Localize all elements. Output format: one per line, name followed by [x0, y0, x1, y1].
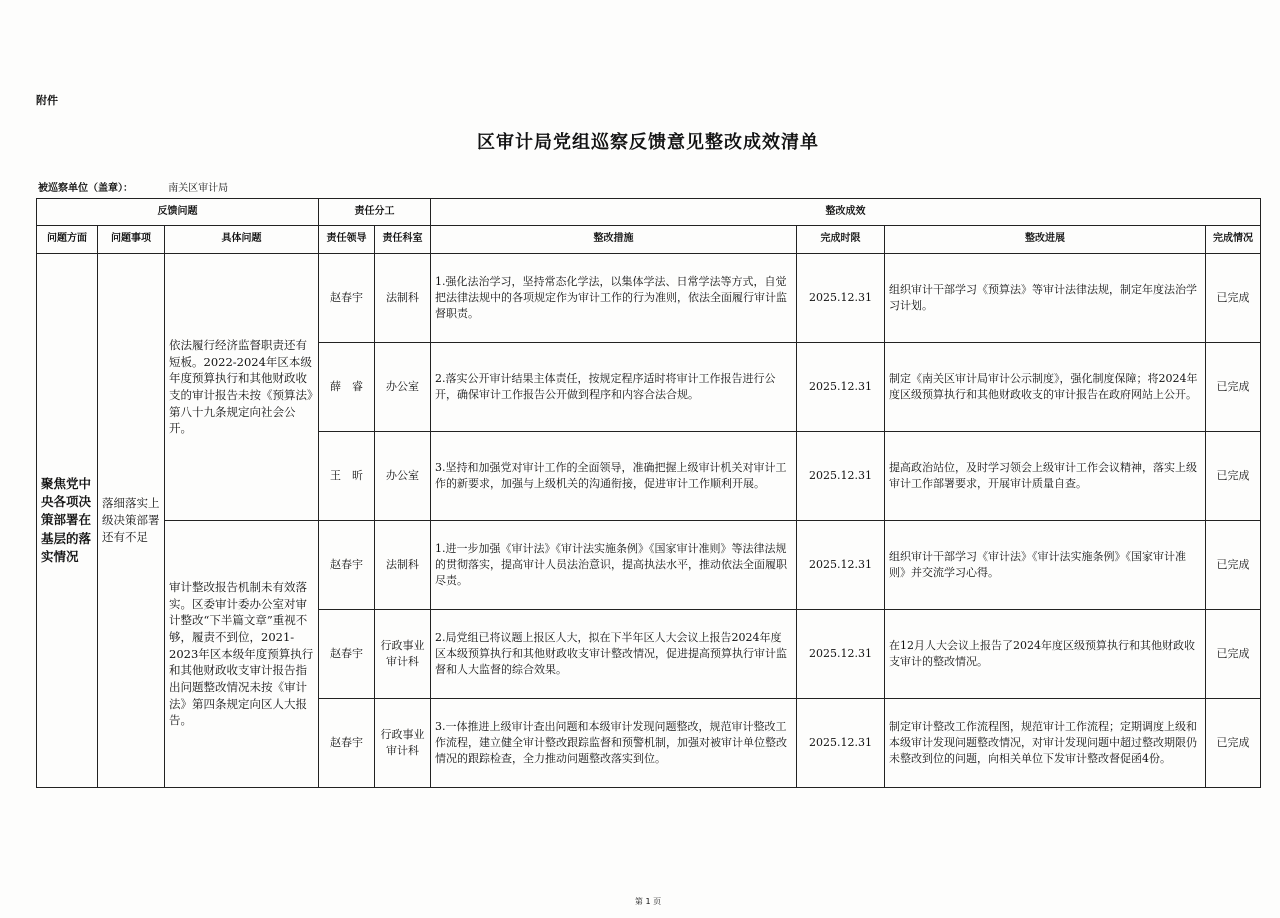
inspected-unit-label: 被巡察单位（盖章）：: [38, 183, 133, 194]
leader-cell: 赵春宇: [319, 699, 375, 788]
progress-cell: 制定审计整改工作流程图，规范审计工作流程；定期调度上级和本级审计发现问题整改情况，对审计发现问题中超过整改期限仍未整改到位的问题，向相关单位下发审计整改督促函4份。: [885, 699, 1206, 788]
table-row: [37, 254, 1261, 343]
progress-cell: 组织审计干部学习《审计法》《审计法实施条例》《国家审计准则》并交流学习心得。: [885, 521, 1206, 610]
status-cell: 已完成: [1206, 521, 1261, 610]
deadline-cell: 2025.12.31: [797, 610, 885, 699]
progress-cell: 提高政治站位，及时学习领会上级审计工作会议精神，落实上级审计工作部署要求，开展审计质量自查。: [885, 432, 1206, 521]
deadline-cell: 2025.12.31: [797, 699, 885, 788]
measure-cell: 1.强化法治学习，坚持常态化学法，以集体学法、日常学法等方式，自觉把法律法规中的各项规定作为审计工作的行为准则，依法全面履行审计监督职责。: [431, 254, 797, 343]
table-row: [37, 521, 1261, 610]
rectification-table: [36, 198, 1261, 788]
header-group-responsibility: 责任分工: [319, 199, 431, 226]
aspect-cell: 聚焦党中央各项决策部署在基层的落实情况: [37, 254, 98, 788]
header-group-row: [37, 199, 1261, 226]
column-header-office: 责任科室: [375, 226, 431, 254]
column-header-leader: 责任领导: [319, 226, 375, 254]
inspected-unit-value: 南关区审计局: [168, 183, 229, 194]
column-header-measure: 整改措施: [431, 226, 797, 254]
column-header-matter: 问题事项: [98, 226, 165, 254]
status-cell: 已完成: [1206, 699, 1261, 788]
column-header-problem: 具体问题: [165, 226, 319, 254]
header-group-feedback: 反馈问题: [37, 199, 319, 226]
status-cell: 已完成: [1206, 432, 1261, 521]
measure-cell: 3.坚持和加强党对审计工作的全面领导，准确把握上级审计机关对审计工作的新要求，加强与上级机关的沟通衔接，促进审计工作顺利开展。: [431, 432, 797, 521]
column-header-deadline: 完成时限: [797, 226, 885, 254]
matter-cell: 落细落实上级决策部署还有不足: [98, 254, 165, 788]
deadline-cell: 2025.12.31: [797, 254, 885, 343]
column-header-status: 完成情况: [1206, 226, 1261, 254]
leader-cell: 赵春宇: [319, 610, 375, 699]
status-cell: 已完成: [1206, 610, 1261, 699]
deadline-cell: 2025.12.31: [797, 521, 885, 610]
problem-cell: 依法履行经济监督职责还有短板。2022-2024年区本级年度预算执行和其他财政收支的审计报告未按《预算法》第八十九条规定向社会公开。: [165, 254, 319, 521]
deadline-cell: 2025.12.31: [797, 432, 885, 521]
status-cell: 已完成: [1206, 343, 1261, 432]
inspected-unit: [38, 179, 228, 194]
header-column-row: [37, 226, 1261, 254]
header-group-results: 整改成效: [431, 199, 1261, 226]
page-title: 区审计局党组巡察反馈意见整改成效清单: [477, 132, 819, 153]
progress-cell: 组织审计干部学习《预算法》等审计法律法规，制定年度法治学习计划。: [885, 254, 1206, 343]
page-number: 第 1 页: [634, 897, 662, 906]
deadline-cell: 2025.12.31: [797, 343, 885, 432]
leader-cell: 薛 睿: [319, 343, 375, 432]
office-cell: 法制科: [375, 521, 431, 610]
measure-cell: 1.进一步加强《审计法》《审计法实施条例》《国家审计准则》等法律法规的贯彻落实，提高审计人员法治意识，提高执法水平，推动依法全面履职尽责。: [431, 521, 797, 610]
status-cell: 已完成: [1206, 254, 1261, 343]
leader-cell: 王 昕: [319, 432, 375, 521]
office-cell: 办公室: [375, 343, 431, 432]
column-header-progress: 整改进展: [885, 226, 1206, 254]
office-cell: 行政事业审计科: [375, 610, 431, 699]
office-cell: 行政事业审计科: [375, 699, 431, 788]
column-header-aspect: 问题方面: [37, 226, 98, 254]
office-cell: 办公室: [375, 432, 431, 521]
measure-cell: 2.局党组已将议题上报区人大，拟在下半年区人大会议上报告2024年度区本级预算执行和其他财政收支审计整改情况，促进提高预算执行审计监督和人大监督的综合效果。: [431, 610, 797, 699]
attachment-label: 附件: [36, 94, 58, 107]
leader-cell: 赵春宇: [319, 521, 375, 610]
leader-cell: 赵春宇: [319, 254, 375, 343]
measure-cell: 3.一体推进上级审计查出问题和本级审计发现问题整改，规范审计整改工作流程，建立健全审计整改跟踪监督和预警机制，加强对被审计单位整改情况的跟踪检查，全力推动问题整改落实到位。: [431, 699, 797, 788]
progress-cell: 制定《南关区审计局审计公示制度》，强化制度保障；将2024年度区级预算执行和其他财政收支的审计报告在政府网站上公开。: [885, 343, 1206, 432]
office-cell: 法制科: [375, 254, 431, 343]
problem-cell: 审计整改报告机制未有效落实。区委审计委办公室对审计整改“下半篇文章”重视不够，履责不到位，2021-2023年区本级年度预算执行和其他财政收支审计报告指出问题整改情况未按《审计法》第四条规定向区人大报告。: [165, 521, 319, 788]
measure-cell: 2.落实公开审计结果主体责任，按规定程序适时将审计工作报告进行公开，确保审计工作报告公开做到程序和内容合法合规。: [431, 343, 797, 432]
progress-cell: 在12月人大会议上报告了2024年度区级预算执行和其他财政收支审计的整改情况。: [885, 610, 1206, 699]
